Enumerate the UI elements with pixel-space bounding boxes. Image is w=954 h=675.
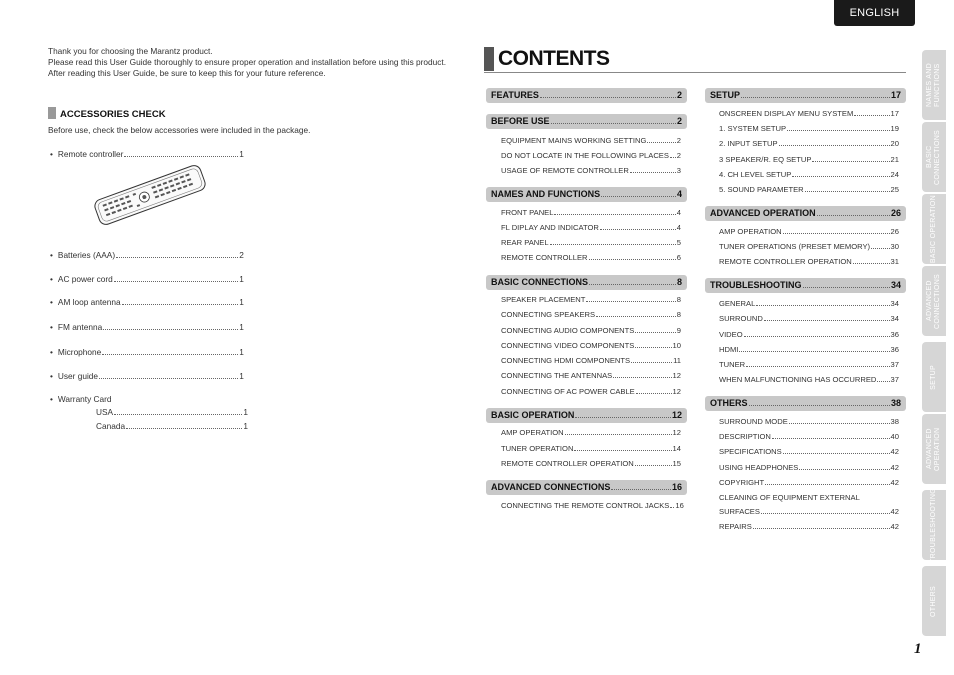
dot-leader bbox=[787, 130, 889, 131]
dot-leader bbox=[116, 257, 238, 258]
side-tab[interactable] bbox=[922, 414, 946, 484]
page-ref: 1 bbox=[239, 274, 244, 284]
page-ref: 42 bbox=[890, 522, 899, 531]
toc-entry bbox=[719, 477, 899, 488]
entry-label: CONNECTING THE ANTENNAS bbox=[501, 371, 613, 380]
accessory-entry bbox=[58, 370, 244, 382]
page-ref: 8 bbox=[676, 310, 681, 319]
toc-entry bbox=[501, 135, 681, 146]
entry-label: Warranty Card bbox=[57, 394, 112, 404]
page-ref: 12 bbox=[671, 410, 682, 420]
page-ref: 16 bbox=[675, 501, 684, 510]
page-ref: 2 bbox=[676, 136, 681, 145]
page-ref: 36 bbox=[890, 330, 899, 339]
page-ref: 12 bbox=[672, 387, 681, 396]
toc-entry bbox=[719, 359, 899, 370]
toc-section-heading bbox=[486, 408, 687, 423]
dot-leader bbox=[540, 97, 676, 98]
entry-label: GENERAL bbox=[719, 299, 756, 308]
dot-leader bbox=[631, 362, 672, 363]
dot-leader bbox=[126, 428, 242, 429]
bullet: • bbox=[50, 297, 53, 307]
toc-section-heading bbox=[705, 278, 906, 293]
intro-line-1: Thank you for choosing the Marantz product. bbox=[48, 46, 213, 56]
page-ref: 1 bbox=[239, 371, 244, 381]
dot-leader bbox=[635, 347, 671, 348]
toc-entry bbox=[719, 329, 899, 340]
dot-leader bbox=[741, 97, 890, 98]
toc-entry bbox=[501, 443, 681, 454]
toc-entry bbox=[719, 431, 899, 442]
toc-entry bbox=[501, 325, 681, 336]
entry-label: WHEN MALFUNCTIONING HAS OCCURRED bbox=[719, 375, 877, 384]
page-ref: 1 bbox=[243, 421, 248, 431]
entry-label: BASIC CONNECTIONS bbox=[491, 277, 589, 287]
toc-entry bbox=[501, 165, 681, 176]
entry-label: VIDEO bbox=[719, 330, 743, 339]
dot-leader bbox=[799, 469, 889, 470]
toc-entry bbox=[719, 256, 899, 267]
dot-leader bbox=[749, 405, 890, 406]
entry-label: CONNECTING VIDEO COMPONENTS bbox=[501, 341, 635, 350]
dot-leader bbox=[635, 332, 675, 333]
dot-leader bbox=[670, 507, 674, 508]
entry-label: SPEAKER PLACEMENT bbox=[501, 295, 586, 304]
accessory-item bbox=[50, 273, 248, 285]
dot-leader bbox=[746, 366, 889, 367]
entry-label: REAR PANEL bbox=[501, 238, 549, 247]
entry-label: REMOTE CONTROLLER OPERATION bbox=[719, 257, 852, 266]
toc-section-heading bbox=[705, 396, 906, 411]
entry-label: ADVANCED CONNECTIONS bbox=[491, 482, 611, 492]
dot-leader bbox=[783, 453, 890, 454]
toc-entry bbox=[719, 108, 899, 119]
page-ref: 37 bbox=[890, 375, 899, 384]
side-tab-label: BASIC CONNECTIONS bbox=[926, 129, 941, 185]
accessories-heading-text: ACCESSORIES CHECK bbox=[60, 109, 166, 120]
accessory-entry bbox=[58, 296, 244, 308]
entry-label: FEATURES bbox=[491, 90, 539, 100]
toc-entry bbox=[719, 184, 899, 195]
entry-label: Canada bbox=[96, 421, 126, 431]
dot-leader bbox=[853, 263, 890, 264]
dot-leader bbox=[647, 142, 675, 143]
dot-leader bbox=[744, 336, 890, 337]
dot-leader bbox=[779, 145, 890, 146]
accessory-entry bbox=[58, 346, 244, 358]
entry-label: CONNECTING SPEAKERS bbox=[501, 310, 596, 319]
toc-entry bbox=[719, 506, 899, 517]
toc-entry bbox=[501, 355, 681, 366]
dot-leader bbox=[589, 284, 676, 285]
side-tab-label: SETUP bbox=[930, 364, 937, 390]
dot-leader bbox=[550, 244, 676, 245]
page-ref: 4 bbox=[676, 208, 681, 217]
dot-leader bbox=[124, 156, 238, 157]
entry-label: TROUBLESHOOTING bbox=[710, 280, 802, 290]
accessory-item bbox=[50, 321, 248, 333]
side-tab-label: TROUBLESHOOTING bbox=[930, 487, 937, 563]
entry-label: USING HEADPHONES bbox=[719, 463, 799, 472]
toc-entry bbox=[501, 294, 681, 305]
dot-leader bbox=[877, 381, 889, 382]
entry-label: DO NOT LOCATE IN THE FOLLOWING PLACES bbox=[501, 151, 669, 160]
entry-label: 5. SOUND PARAMETER bbox=[719, 185, 804, 194]
page-ref: 34 bbox=[890, 299, 899, 308]
accessory-entry bbox=[58, 148, 244, 160]
side-tab[interactable] bbox=[922, 266, 946, 336]
toc-entry bbox=[501, 427, 681, 438]
heading-marker bbox=[48, 107, 56, 119]
side-tab[interactable] bbox=[922, 342, 946, 412]
dot-leader bbox=[764, 320, 890, 321]
page-ref: 15 bbox=[672, 459, 681, 468]
dot-leader bbox=[103, 329, 238, 330]
accessory-entry bbox=[58, 393, 244, 405]
page-ref: 25 bbox=[890, 185, 899, 194]
intro-line-3: After reading this User Guide, be sure to keep this for your future reference. bbox=[48, 68, 326, 79]
entry-label: SURROUND bbox=[719, 314, 763, 323]
entry-label: AM loop antenna bbox=[57, 297, 121, 307]
remote-controller-illustration bbox=[90, 160, 210, 230]
bullet: • bbox=[50, 347, 53, 357]
entry-label: User guide bbox=[57, 371, 99, 381]
entry-label: BEFORE USE bbox=[491, 116, 550, 126]
entry-label: SETUP bbox=[710, 90, 741, 100]
accessory-item bbox=[50, 249, 248, 261]
toc-entry bbox=[719, 492, 899, 503]
dot-leader bbox=[601, 196, 676, 197]
page-ref: 8 bbox=[676, 277, 682, 287]
page-ref: 12 bbox=[672, 371, 681, 380]
entry-label: Batteries (AAA) bbox=[57, 250, 116, 260]
page-ref: 1 bbox=[239, 149, 244, 159]
page-ref: 8 bbox=[676, 295, 681, 304]
page-ref: 19 bbox=[890, 124, 899, 133]
entry-label: 2. INPUT SETUP bbox=[719, 139, 778, 148]
dot-leader bbox=[761, 513, 890, 514]
dot-leader bbox=[783, 233, 890, 234]
toc-entry bbox=[501, 500, 684, 511]
page-ref: 11 bbox=[673, 356, 681, 365]
page-ref: 42 bbox=[890, 478, 899, 487]
side-tab-label: BASIC OPERATION bbox=[930, 194, 937, 264]
toc-entry bbox=[719, 374, 899, 385]
contents-title-text: CONTENTS bbox=[498, 47, 610, 70]
intro-line-2: Please read this User Guide thoroughly to ensure proper operation and installation before using this product. bbox=[48, 57, 447, 68]
dot-leader bbox=[122, 304, 239, 305]
dot-leader bbox=[600, 229, 676, 230]
page-ref: 5 bbox=[676, 238, 681, 247]
contents-title bbox=[484, 47, 610, 71]
page-ref: 1 bbox=[239, 322, 244, 332]
entry-label: EQUIPMENT MAINS WORKING SETTING bbox=[501, 136, 647, 145]
toc-entry bbox=[719, 138, 899, 149]
page-ref: 34 bbox=[890, 280, 901, 290]
toc-section-heading bbox=[705, 206, 906, 221]
side-tab-label: ADVANCED OPERATION bbox=[926, 427, 941, 471]
dot-leader bbox=[575, 417, 671, 418]
dot-leader bbox=[635, 465, 672, 466]
entry-label: DESCRIPTION bbox=[719, 432, 771, 441]
dot-leader bbox=[99, 378, 238, 379]
toc-entry bbox=[719, 298, 899, 309]
toc-section-heading bbox=[486, 114, 687, 129]
toc-entry bbox=[719, 521, 899, 532]
toc-entry bbox=[501, 207, 681, 218]
entry-label: ONSCREEN DISPLAY MENU SYSTEM bbox=[719, 109, 854, 118]
entry-label: AMP OPERATION bbox=[719, 227, 782, 236]
page-ref: 17 bbox=[890, 90, 901, 100]
page-ref: 12 bbox=[672, 428, 681, 437]
page-ref: 4 bbox=[676, 223, 681, 232]
entry-label: CONNECTING THE REMOTE CONTROL JACKS bbox=[501, 501, 670, 510]
toc-entry bbox=[719, 462, 899, 473]
accessory-item bbox=[50, 296, 248, 308]
page-ref: 26 bbox=[890, 208, 901, 218]
page-ref: 38 bbox=[890, 398, 901, 408]
entry-label: AMP OPERATION bbox=[501, 428, 564, 437]
dot-leader bbox=[772, 438, 890, 439]
intro-text bbox=[48, 46, 468, 80]
toc-section-heading bbox=[486, 480, 687, 495]
dot-leader bbox=[753, 528, 890, 529]
dot-leader bbox=[803, 287, 890, 288]
toc-entry bbox=[719, 169, 899, 180]
entry-label: 3 SPEAKER/R. EQ SETUP bbox=[719, 155, 812, 164]
entry-label: CLEANING OF EQUIPMENT EXTERNAL bbox=[719, 493, 860, 502]
side-tab[interactable] bbox=[922, 122, 946, 192]
page-ref: 31 bbox=[890, 257, 899, 266]
bullet: • bbox=[50, 394, 53, 404]
entry-label: NAMES AND FUNCTIONS bbox=[491, 189, 601, 199]
entry-label: Microphone bbox=[57, 347, 102, 357]
dot-leader bbox=[739, 351, 889, 352]
entry-label: FRONT PANEL bbox=[501, 208, 554, 217]
toc-entry bbox=[719, 416, 899, 427]
page-ref: 1 bbox=[239, 297, 244, 307]
accessory-entry bbox=[58, 249, 244, 261]
entry-label: REMOTE CONTROLLER OPERATION bbox=[501, 459, 634, 468]
page-ref: 34 bbox=[890, 314, 899, 323]
dot-leader bbox=[114, 414, 242, 415]
entry-label: CONNECTING OF AC POWER CABLE bbox=[501, 387, 635, 396]
entry-label: ADVANCED OPERATION bbox=[710, 208, 816, 218]
entry-label: AC power cord bbox=[57, 274, 113, 284]
dot-leader bbox=[765, 484, 889, 485]
dot-leader bbox=[114, 281, 239, 282]
toc-entry bbox=[719, 344, 899, 355]
page-ref: 30 bbox=[890, 242, 899, 251]
page-ref: 2 bbox=[676, 116, 682, 126]
side-tab-label: OTHERS bbox=[930, 585, 937, 617]
entry-label: OTHERS bbox=[710, 398, 748, 408]
page-ref: 2 bbox=[676, 90, 682, 100]
page-ref: 42 bbox=[890, 463, 899, 472]
dot-leader bbox=[613, 377, 671, 378]
dot-leader bbox=[574, 450, 671, 451]
page-ref: 40 bbox=[890, 432, 899, 441]
dot-leader bbox=[789, 423, 890, 424]
accessory-entry bbox=[58, 273, 244, 285]
toc-entry bbox=[719, 241, 899, 252]
entry-label: SURROUND MODE bbox=[719, 417, 788, 426]
side-tab-label: ADVANCED CONNECTIONS bbox=[926, 273, 941, 329]
accessory-item bbox=[50, 393, 248, 405]
entry-label: CONNECTING AUDIO COMPONENTS bbox=[501, 326, 635, 335]
toc-section-heading bbox=[705, 88, 906, 103]
page-ref: 26 bbox=[890, 227, 899, 236]
page-ref: 42 bbox=[890, 507, 899, 516]
warranty-card-item bbox=[96, 406, 248, 418]
toc-entry bbox=[501, 370, 681, 381]
dot-leader bbox=[551, 123, 676, 124]
page-ref: 2 bbox=[676, 151, 681, 160]
page-ref: 36 bbox=[890, 345, 899, 354]
entry-label: Remote controller bbox=[57, 149, 124, 159]
toc-entry bbox=[719, 123, 899, 134]
dot-leader bbox=[596, 316, 676, 317]
page-ref: 6 bbox=[676, 253, 681, 262]
bullet: • bbox=[50, 322, 53, 332]
entry-label: HDMI bbox=[719, 345, 739, 354]
side-tab-label: NAMES AND FUNCTIONS bbox=[926, 63, 941, 107]
side-tab[interactable] bbox=[922, 50, 946, 120]
side-tab[interactable] bbox=[922, 566, 946, 636]
page-ref: 3 bbox=[676, 166, 681, 175]
toc-entry bbox=[719, 226, 899, 237]
contents-divider bbox=[484, 72, 906, 73]
dot-leader bbox=[589, 259, 676, 260]
bullet: • bbox=[50, 371, 53, 381]
page-ref: 10 bbox=[672, 341, 681, 350]
dot-leader bbox=[611, 489, 671, 490]
toc-entry bbox=[501, 252, 681, 263]
page-ref: 2 bbox=[239, 250, 244, 260]
toc-entry bbox=[501, 309, 681, 320]
toc-entry bbox=[719, 154, 899, 165]
entry-label: BASIC OPERATION bbox=[491, 410, 575, 420]
language-label: ENGLISH bbox=[834, 0, 915, 26]
dot-leader bbox=[756, 305, 889, 306]
entry-label: TUNER bbox=[719, 360, 746, 369]
dot-leader bbox=[554, 214, 675, 215]
entry-label: REPAIRS bbox=[719, 522, 752, 531]
toc-section-heading bbox=[486, 88, 687, 103]
dot-leader bbox=[102, 354, 238, 355]
dot-leader bbox=[586, 301, 675, 302]
dot-leader bbox=[871, 248, 889, 249]
entry-label: CONNECTING HDMI COMPONENTS bbox=[501, 356, 631, 365]
entry-label: 4. CH LEVEL SETUP bbox=[719, 170, 792, 179]
entry-label: REMOTE CONTROLLER bbox=[501, 253, 588, 262]
accessory-item bbox=[50, 370, 248, 382]
page-ref: 14 bbox=[672, 444, 681, 453]
dot-leader bbox=[805, 191, 890, 192]
bullet: • bbox=[50, 274, 53, 284]
dot-leader bbox=[854, 115, 889, 116]
page-ref: 24 bbox=[890, 170, 899, 179]
page-number: 1 bbox=[914, 641, 922, 657]
page-ref: 1 bbox=[243, 407, 248, 417]
toc-entry bbox=[501, 458, 681, 469]
toc-entry bbox=[501, 386, 681, 397]
page-ref: 21 bbox=[890, 155, 899, 164]
page-ref: 1 bbox=[239, 347, 244, 357]
toc-entry bbox=[501, 340, 681, 351]
accessories-description: Before use, check the below accessories were included in the package. bbox=[48, 125, 311, 135]
bullet: • bbox=[50, 250, 53, 260]
dot-leader bbox=[792, 176, 889, 177]
dot-leader bbox=[817, 215, 890, 216]
dot-leader bbox=[565, 434, 672, 435]
entry-label: 1. SYSTEM SETUP bbox=[719, 124, 787, 133]
entry-label: USA bbox=[96, 407, 114, 417]
entry-label: TUNER OPERATION bbox=[501, 444, 574, 453]
dot-leader bbox=[636, 393, 672, 394]
page-ref: 17 bbox=[890, 109, 899, 118]
entry-label: SPECIFICATIONS bbox=[719, 447, 782, 456]
entry-label: FL DIPLAY AND INDICATOR bbox=[501, 223, 599, 232]
toc-entry bbox=[501, 222, 681, 233]
toc-entry bbox=[501, 150, 681, 161]
page-ref: 42 bbox=[890, 447, 899, 456]
page-ref: 16 bbox=[671, 482, 682, 492]
page-ref: 20 bbox=[890, 139, 899, 148]
toc-section-heading bbox=[486, 187, 687, 202]
side-tab[interactable] bbox=[922, 487, 946, 563]
entry-label: SURFACES bbox=[719, 507, 760, 516]
page-ref: 4 bbox=[676, 189, 682, 199]
accessory-item bbox=[50, 148, 248, 160]
toc-entry bbox=[719, 446, 899, 457]
side-tab[interactable] bbox=[922, 194, 946, 264]
toc-section-heading bbox=[486, 275, 687, 290]
accessories-heading bbox=[48, 107, 166, 120]
title-marker bbox=[484, 47, 494, 71]
entry-label: FM antenna bbox=[57, 322, 103, 332]
toc-entry bbox=[719, 313, 899, 324]
page-ref: 38 bbox=[890, 417, 899, 426]
dot-leader bbox=[670, 157, 676, 158]
dot-leader bbox=[630, 172, 676, 173]
page-ref: 37 bbox=[890, 360, 899, 369]
page-ref: 9 bbox=[676, 326, 681, 335]
entry-label: TUNER OPERATIONS (PRESET MEMORY) bbox=[719, 242, 871, 251]
accessory-entry bbox=[58, 321, 244, 333]
entry-label: COPYRIGHT bbox=[719, 478, 765, 487]
toc-entry bbox=[501, 237, 681, 248]
dot-leader bbox=[812, 161, 889, 162]
entry-label: USAGE OF REMOTE CONTROLLER bbox=[501, 166, 629, 175]
warranty-card-item bbox=[96, 420, 248, 432]
accessory-item bbox=[50, 346, 248, 358]
bullet: • bbox=[50, 149, 53, 159]
